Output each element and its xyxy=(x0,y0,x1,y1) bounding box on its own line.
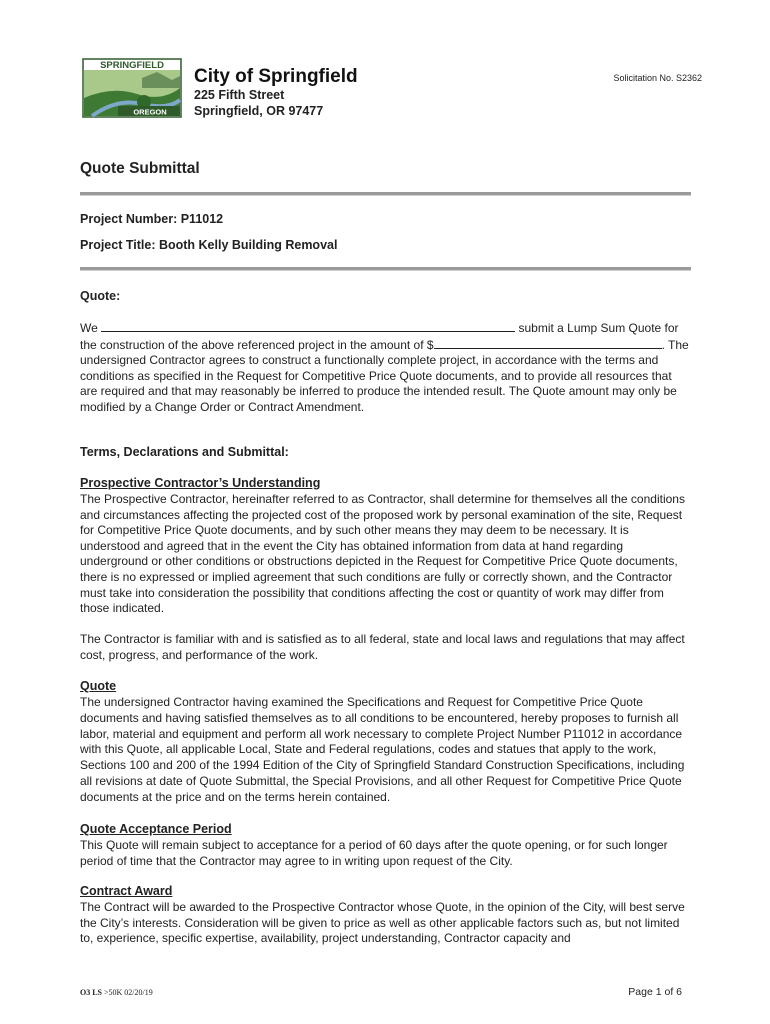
understanding-heading: Prospective Contractor’s Understanding xyxy=(80,476,321,490)
acceptance-paragraph: This Quote will remain subject to acceptance for a period of 60 days after the quote opening, or for such longer period of time that the Contractor may agree to in writing upon request of the City. xyxy=(80,838,668,868)
project-title: Project Title: Booth Kelly Building Removal xyxy=(80,238,338,252)
quote-section-paragraph: The undersigned Contractor having examined the Specifications and Request for Competitive Price Quote documents and having satisfied themselves as to all conditions to be encountered, hereby proposes to furnish all labor, material and equipment and perform all work necessary to complete Project Number P11012 in accordance with this Quote, all applicable Local, State and Federal regulations, codes and statues that apply to the work, Sections 100 and 200 of the 1994 Edition of the City of Springfield Standard Construction Specifications, including all revisions at date of Quote Submittal, the Special Provisions, and all other Request for Competitive Price Quote documents at the price and on the terms herein contained. xyxy=(80,695,685,804)
understanding-paragraph-1: The Prospective Contractor, hereinafter referred to as Contractor, shall determine for themselves all the conditions and circumstances affecting the projected cost of the proposed work by personal examination of the site, Request for Competitive Price Quote documents, and by such other means they may deem to be necessary. It is understood and agreed that in the event the City has obtained information from data at hand regarding underground or other conditions or obstructions depicted in the Request for Competitive Price Quote documents, there is no expressed or implied agreement that such conditions are fully or correctly shown, and the Contractor must take into consideration the possibility that conditions affecting the cost or quantity of work may differ from those indicated. xyxy=(80,492,685,616)
logo-top-text: SPRINGFIELD xyxy=(100,60,164,71)
footer-form-code: O3 LS >50K 02/20/19 xyxy=(80,988,153,997)
contractor-name-blank[interactable] xyxy=(101,320,515,332)
solicitation-number: Solicitation No. S2362 xyxy=(613,73,702,83)
divider xyxy=(80,192,691,196)
award-heading: Contract Award xyxy=(80,884,173,898)
quote-text-1: submit a Lump Sum Quote for the construction of the above referenced project in the amount of $ xyxy=(80,321,679,352)
logo-bottom-text: OREGON xyxy=(133,107,167,117)
page-number: Page 1 of 6 xyxy=(628,986,682,998)
project-number: Project Number: P11012 xyxy=(80,212,224,226)
divider xyxy=(80,267,691,271)
understanding-paragraph-2: The Contractor is familiar with and is satisfied as to all federal, state and local laws and regulations that may affect cost, progress, and performance of the work. xyxy=(80,632,685,662)
address-line-2: Springfield, OR 97477 xyxy=(194,104,324,118)
acceptance-heading: Quote Acceptance Period xyxy=(80,822,232,836)
quote-section-heading: Quote xyxy=(80,679,117,693)
address-line-1: 225 Fifth Street xyxy=(194,88,285,102)
we-label: We xyxy=(80,321,98,335)
quote-text-2: . The undersigned Contractor agrees to construct a functionally complete project, in accordance with the terms and conditions as specified in the Request for Competitive Price Quote documents, and to provide all resources that are required and that may reasonably be inferred to produce the intended result. The Quote amount may only be modified by a Change Order or Contract Amendment. xyxy=(80,337,689,414)
quote-amount-blank[interactable] xyxy=(434,337,662,349)
quote-heading: Quote: xyxy=(80,289,121,303)
quote-paragraph xyxy=(80,320,692,416)
city-name: City of Springfield xyxy=(194,66,358,87)
springfield-oregon-logo xyxy=(82,58,182,118)
page-title: Quote Submittal xyxy=(80,160,200,177)
terms-heading: Terms, Declarations and Submittal: xyxy=(80,445,289,459)
award-paragraph: The Contract will be awarded to the Prospective Contractor whose Quote, in the opinion of the City, will best serve the City’s interests. Consideration will be given to price as well as other applicable factors such as, but not limited to, experience, specific expertise, availability, project understanding, Contractor capacity and xyxy=(80,900,685,946)
